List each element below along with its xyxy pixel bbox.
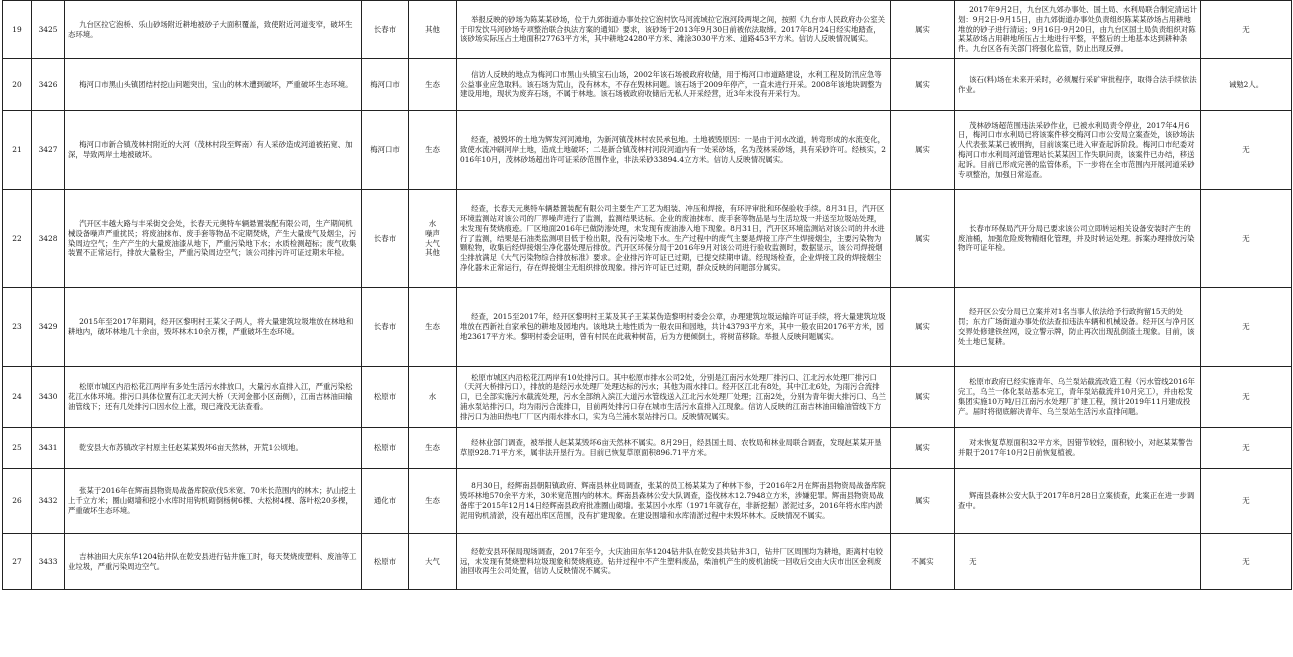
handling-cell: 茂林砂场超范围违法采砂作业，已被水利局责令停业，2017年4月6日，梅河口市水利局已将该案件移交梅河口市公安局立案查处，该砂场法人代表张某某已被刑拘，目前该案已进入审查起诉阶段。梅河口市纪委对梅河口市水利局河道管理站长某某因工作失职问责，该案件已办结，移送起诉。目前已形成完善的监管体系，下一步将在全市范围内开展河道采砂专项整治，加强日常巡查。	[955, 111, 1201, 190]
table-row	[3, 59, 1292, 111]
investigation-cell: 8月30日，经辉南县朝阳镇政府、辉南县林业局调查，张某的员工杨某某为了种林下参，于2016年2月在辉南县物资局战备库院毁坏林地570余平方米，30米宽范围内的林木。辉南县森林公安大队调查，盗伐林木12.7948立方米，涉嫌犯罪。辉南县物资局战备库于2015年12月14日经辉南县政府批准圈山砌墙。张某因小水库（1971年就存在，非新挖掘）淤泥过多，2016年将水库内淤泥用钩机清淤，没有超出库区范围，没有扩建现象。在建设围墙和水库清淤过程中未毁坏林木。反映情况不属实。	[457, 469, 891, 534]
complaint-cell: 汽开区丰越大路与丰采街交会处，长春天元奥特车辆悬置装配有限公司，生产期间机械设备噪声严重扰民；将废油抹布、废手套等物品不定期焚烧，产生大量废气及烟尘，污染周边空气；生产产生的大量废油漆从地下，严重污染地下水；水质检测超标；废气收集装置不正常运行，排放大量粉尘，严重污染周边空气；该公司排污许可证过期未年检。	[65, 190, 362, 288]
accountability-cell: 无	[1201, 190, 1292, 288]
city-cell: 松原市	[362, 428, 409, 469]
row-id-cell: 3427	[32, 111, 65, 190]
verdict-cell: 属实	[891, 111, 955, 190]
handling-cell: 辉南县森林公安大队于2017年8月28日立案侦查，此案正在进一步调查中。	[955, 469, 1201, 534]
complaint-cell: 乾安县大布苏镇改字村原主任赵某某毁坏6亩天然林，开荒1公顷地。	[65, 428, 362, 469]
accountability-cell: 无	[1201, 534, 1292, 590]
row-id-cell: 3429	[32, 288, 65, 367]
table-row	[3, 428, 1292, 469]
verdict-cell: 属实	[891, 59, 955, 111]
pollution-type-cell: 生态	[409, 59, 457, 111]
investigation-cell: 经查，2015至2017年，经开区黎明村王某及其子王某某伪造黎明村委会公章，办理建筑垃圾运输许可证手续，将大量建筑垃圾堆放在西新社自家承包的耕地及园地内。该地块土地性质为一般农田和园地，共计43793平方米，其中一般农田20176平方米，园地23617平方米。黎明村委会证明，曾有村民在此栽种树苗，后为方便倾倒土，将树苗移除。举报人反映问题属实。	[457, 288, 891, 367]
handling-cell: 经开区公安分局已立案并对1名当事人依法给予行政拘留15天的处罚；东方广场街道办事处依法查扣违法车辆和机械设备。经开区与净月区交界处修建铁丝网，设立警示牌，防止再次出现乱倒渣土现象。目前，该处土地已复耕。	[955, 288, 1201, 367]
table-row	[3, 190, 1292, 288]
row-id-cell: 3431	[32, 428, 65, 469]
row-seq-cell: 27	[3, 534, 32, 590]
row-id-cell: 3430	[32, 367, 65, 428]
pollution-type-cell: 大气	[409, 534, 457, 590]
city-cell: 松原市	[362, 367, 409, 428]
accountability-cell: 无	[1201, 428, 1292, 469]
complaint-cell: 张某于2016年在辉南县物资局战备库院砍伐5米宽、70米长范围内的林木；扒山挖土上千立方米；圈山砌墙和挖小水库时用钩机砌倒杨树6棵、大松树4棵、落叶松20多棵，严重破坏生态环境。	[65, 469, 362, 534]
investigation-cell: 举报反映的砂场为陈某某砂场，位于九郊街道办事处拉它泡村饮马河流域拉它泡河段两堤之间，按照《九台市人民政府办公室关于印发饮马河砂场专项整治联合执法方案的通知》要求，该砂场于2013年9月30日前被依法取缔。2017年8月24日经实地踏查，该砂场实际压占土地面积27763平方米，其中耕地24280平方米、滩涂3030平方米、道路453平方米。信访人反映情况属实。	[457, 1, 891, 59]
row-id-cell: 3425	[32, 1, 65, 59]
accountability-cell: 无	[1201, 111, 1292, 190]
complaint-cell: 梅河口市新合镇茂林村附近的大河（茂林村段至辉南）有人采砂造成河道被拓宽、加深，导致两岸土地被破坏。	[65, 111, 362, 190]
investigation-cell: 信访人反映的地点为梅河口市黑山头镇宝石山场，2002年该石场被政府收储，用于梅河口市道路建设，水利工程及防汛应急等公益事业应急取料。该石场为荒山，没有林木，不存在毁林问题。该石场于2009年停产，一直未进行开采。2008年该地块调整为建设用地，现状为废弃石场，不属于林地。该石场被政府收储后无私人开采经营，近3年未没有开采行为。	[457, 59, 891, 111]
row-id-cell: 3428	[32, 190, 65, 288]
complaint-cell: 松原市城区内沿松花江两岸有多处生活污水排放口，大量污水直排入江，严重污染松花江水体环境。排污口具体位置有江北天河大桥（天河金都小区南侧），江南吉林油田输油管线下；还有几处排污口因水位上涨，现已淹没无法查看。	[65, 367, 362, 428]
verdict-cell: 不属实	[891, 534, 955, 590]
city-cell: 梅河口市	[362, 59, 409, 111]
accountability-cell: 无	[1201, 367, 1292, 428]
handling-cell: 该石(料)场在未来开采时，必须履行采矿审批程序，取得合法手续依法作业。	[955, 59, 1201, 111]
pollution-type-cell: 生态	[409, 428, 457, 469]
complaint-cell: 吉林油田大庆东华1204钻井队在乾安县进行钻井施工时，每天焚烧废塑料、废油等工业垃圾，严重污染周边空气。	[65, 534, 362, 590]
table-row	[3, 469, 1292, 534]
city-cell: 松原市	[362, 534, 409, 590]
pollution-type-cell: 生态	[409, 469, 457, 534]
handling-cell: 无	[955, 534, 1201, 590]
pollution-type-cell: 水 噪声 大气 其他	[409, 190, 457, 288]
table-row	[3, 288, 1292, 367]
table-row	[3, 111, 1292, 190]
pollution-type-cell: 生态	[409, 288, 457, 367]
pollution-type-cell: 生态	[409, 111, 457, 190]
verdict-cell: 属实	[891, 469, 955, 534]
handling-cell: 长春市环保局汽开分局已要求该公司立即转运相关设备安装时产生的废油桶，加强危险废物精细化管理，并及时转运处理。拆案办理排放污染物许可证年检。	[955, 190, 1201, 288]
pollution-type-cell: 水	[409, 367, 457, 428]
handling-cell: 2017年9月2日，九台区九郊办事处、国土局、水利局联合制定清运计划：9月2日-9月15日，由九郊街道办事处负责组织陈某某砂场占用耕地堆放的砂子进行清运；9月16日-9月20日，由九台区国土局负责组织对陈某某砂场占用耕地所压占土地进行平整，平整后的土地基本达到耕种条件。九台区各有关部门将强化监管，防止出现反弹。	[955, 1, 1201, 59]
handling-cell: 松原市政府已经实施青年、乌兰泵站截流改造工程（污水管线2016年完工，乌兰一体化泵站基本完工，青年泵站截流并10月完工），并由松发集团实施10万吨/日江南污水处理厂扩建工程，预计2019年11月建成投产。届时将彻底解决青年、乌兰泵站生活污水直排问题。	[955, 367, 1201, 428]
row-id-cell: 3426	[32, 59, 65, 111]
row-seq-cell: 23	[3, 288, 32, 367]
row-seq-cell: 21	[3, 111, 32, 190]
city-cell: 长春市	[362, 1, 409, 59]
row-seq-cell: 22	[3, 190, 32, 288]
table-row	[3, 367, 1292, 428]
verdict-cell: 属实	[891, 367, 955, 428]
table-body	[3, 1, 1292, 590]
row-seq-cell: 20	[3, 59, 32, 111]
accountability-cell: 无	[1201, 1, 1292, 59]
city-cell: 长春市	[362, 288, 409, 367]
complaint-cell: 梅河口市黑山头镇团结村挖山问题突出，宝山的林木遭到破坏，严重破坏生态环境。	[65, 59, 362, 111]
table-row	[3, 1, 1292, 59]
verdict-cell: 属实	[891, 428, 955, 469]
investigation-cell: 经乾安县环保局现场调查，2017年至今，大庆油田东华1204钻井队在乾安县共钻井3口，钻井厂区周围均为耕地，距离村屯较远，未发现有焚烧塑料垃圾现象和焚烧痕迹。钻井过程中不产生塑料废品，柴油机产生的废机油统一回收后交由大庆市出区金利废油回收再生公司处置，信访人反映情况不属实。	[457, 534, 891, 590]
investigation-cell: 经查，长春天元奥特车辆悬置装配有限公司主要生产工艺为组装、冲压和焊接，有环评审批和环保验收手续。8月31日，汽开区环境监测站对该公司的厂界噪声进行了监测，监测结果达标。企业的废油抹布、废手套等物品是与生活垃圾一并送至垃圾站处理，未发现有焚烧痕迹。厂区地面2016年已做防渗处理，未发现有废油渗入地下现象。8月31日，汽开区环境监测站对该公司的井水进行了监测，结果是石油类监测项目低于检出限，没有污染地下水。生产过程中的废气主要是焊接工序产生焊接烟尘，主要污染物为颗粒物，收集后经焊接烟尘净化器处理后排放。汽开区环保分局于2016年9月对该公司进行验收监测时，数据显示，该公司焊接烟尘排放满足《大气污染物综合排放标准》要求。企业排污许可证已过期，已提交续期申请。经现场检查，企业焊接工段的焊接烟尘净化器未正常运行，存在焊接烟尘无组织排放现象。排污许可证已过期，群众反映的问题部分属实。	[457, 190, 891, 288]
row-seq-cell: 25	[3, 428, 32, 469]
table-row	[3, 534, 1292, 590]
verdict-cell: 属实	[891, 1, 955, 59]
pollution-type-cell: 其他	[409, 1, 457, 59]
city-cell: 梅河口市	[362, 111, 409, 190]
verdict-cell: 属实	[891, 190, 955, 288]
investigation-cell: 经查，被毁坏的土地为辉发河河滩地，为新河镇茂林村农民承包地。土地被毁原因：一是由于河水改道，转弯形成的水流变化，致使水流冲刷河岸土地，造成土地破坏；二是新合镇茂林村河段河道内有一处采砂场，名为茂林采砂场，具有采砂许可。经核实，2016年10月，茂林砂场超出许可证采砂范围作业，非法采砂33894.4立方米。信访人反映情况属实。	[457, 111, 891, 190]
complaint-cell: 九台区拉它泡桥、乐山砂场附近耕地被砂子大面积覆盖，致使附近河道变窄，破坏生态环境。	[65, 1, 362, 59]
complaint-cell: 2015年至2017年期间，经开区黎明村王某父子两人，将大量建筑垃圾堆放在林地和耕地内，破坏林地几十余亩，毁坏林木10余万棵，严重破坏生态环境。	[65, 288, 362, 367]
row-seq-cell: 19	[3, 1, 32, 59]
accountability-cell: 无	[1201, 288, 1292, 367]
row-id-cell: 3433	[32, 534, 65, 590]
city-cell: 长春市	[362, 190, 409, 288]
row-id-cell: 3432	[32, 469, 65, 534]
verdict-cell: 属实	[891, 288, 955, 367]
handling-cell: 对未恢复草原面积32平方米，因错节较轻，面积较小，对赵某某警告并限于2017年10月2日前恢复植被。	[955, 428, 1201, 469]
row-seq-cell: 26	[3, 469, 32, 534]
accountability-cell: 无	[1201, 469, 1292, 534]
investigation-cell: 经林业部门调查，被举报人赵某某毁坏6亩天然林不属实。8月29日，经县国土局、农牧局和林业局联合调查，发现赵某某开垦草原928.71平方米，属非法开垦行为。目前已恢复草原面积896.71平方米。	[457, 428, 891, 469]
city-cell: 通化市	[362, 469, 409, 534]
investigation-cell: 松原市城区内沿松花江两岸有10处排污口。其中松原市排水公司2处，分别是江南污水处理厂排污口、江北污水处理厂排污口（天河大桥排污口），排放的是经污水处理厂处理达标的污水；其他为雨水排口。经开区江北有8处，其中江北6处，为雨污合流排口，已全部实施污水截流处理，污水全部纳入滨江大道污水管线送入江北污水处理厂处理；江南2处，分别为青年街大排污口、乌兰浦水泵站排污口，均为雨污合流排口，目前两处排污口存在城市生活污水直排入江现象。信访人反映的江南吉林油田输油管线下方排污口为油田热电厂厂区内雨水排水口，实为乌兰浦水泵站排污口。反映情况属实。	[457, 367, 891, 428]
row-seq-cell: 24	[3, 367, 32, 428]
accountability-cell: 诫勉2人。	[1201, 59, 1292, 111]
petition-table	[2, 0, 1292, 590]
